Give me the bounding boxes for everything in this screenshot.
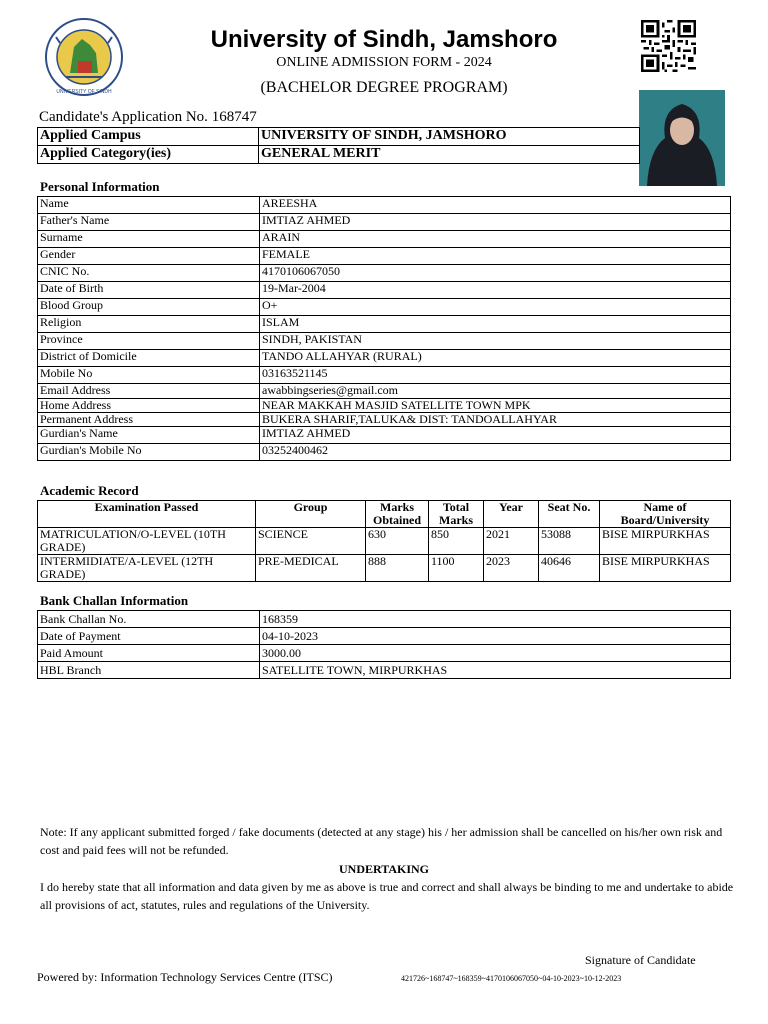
field-value: ISLAM — [260, 316, 731, 333]
academic-record-table — [37, 500, 731, 582]
campus-label: Applied Campus — [38, 128, 259, 146]
table-row — [38, 231, 731, 248]
table-row — [38, 316, 731, 333]
field-label: Name — [38, 197, 260, 214]
table-row — [38, 333, 731, 350]
field-label: Gender — [38, 248, 260, 265]
academic-record-title: Academic Record — [40, 483, 139, 498]
field-value: O+ — [260, 299, 731, 316]
field-value: 168359 — [260, 611, 731, 628]
table-row — [38, 662, 731, 679]
campus-row — [38, 128, 640, 146]
field-value: IMTIAZ AHMED — [260, 214, 731, 231]
field-label: Mobile No — [38, 367, 260, 384]
column-header: Total Marks — [429, 501, 484, 528]
table-row — [38, 413, 731, 427]
qr-code — [641, 20, 696, 72]
table-row — [38, 282, 731, 299]
campus-table — [37, 127, 640, 164]
table-row — [38, 611, 731, 628]
verification-code: 421726~168747~168359~4170106067050~04-10-2023~10-12-2023 — [401, 974, 622, 983]
field-label: Father's Name — [38, 214, 260, 231]
table-row — [38, 645, 731, 662]
field-label: Paid Amount — [38, 645, 260, 662]
cell: 1100 — [429, 555, 484, 582]
column-header: Marks Obtained — [366, 501, 429, 528]
field-value: 19-Mar-2004 — [260, 282, 731, 299]
candidate-photo — [639, 90, 725, 186]
field-label: Religion — [38, 316, 260, 333]
note-text: Note: If any applicant submitted forged / fake documents (detected at any stage) his / her admission shall be cancelled on his/her own risk and cost and paid fees will not be refunded. — [40, 825, 723, 857]
undertaking-text: I do hereby state that all information and data given by me as above is true and correct and shall always be binding to me and undertake to abide all provisions of act, statutes, rules and regulations of the University. — [40, 880, 734, 912]
program-title: (BACHELOR DEGREE PROGRAM) — [260, 79, 508, 96]
undertaking-title: UNDERTAKING — [338, 862, 430, 876]
field-value: awabbingseries@gmail.com — [260, 384, 731, 399]
field-label: Home Address — [38, 399, 260, 413]
form-title: ONLINE ADMISSION FORM - 2024 — [276, 55, 492, 70]
field-value: 03163521145 — [260, 367, 731, 384]
cell: SCIENCE — [256, 528, 366, 555]
campus-value: UNIVERSITY OF SINDH, JAMSHORO — [259, 128, 640, 146]
field-value: NEAR MAKKAH MASJID SATELLITE TOWN MPK — [260, 399, 731, 413]
table-row — [38, 214, 731, 231]
table-row — [38, 367, 731, 384]
category-row — [38, 146, 640, 164]
field-label: Date of Birth — [38, 282, 260, 299]
table-row — [38, 444, 731, 461]
field-value: 3000.00 — [260, 645, 731, 662]
category-value: GENERAL MERIT — [259, 146, 640, 164]
cell: 630 — [366, 528, 429, 555]
cell: MATRICULATION/O-LEVEL (10TH GRADE) — [38, 528, 256, 555]
application-number-value: 168747 — [211, 109, 257, 125]
field-value: ARAIN — [260, 231, 731, 248]
personal-info-title: Personal Information — [40, 179, 160, 194]
field-value: 04-10-2023 — [260, 628, 731, 645]
bank-challan-title: Bank Challan Information — [40, 593, 189, 608]
table-row — [38, 248, 731, 265]
field-value: AREESHA — [260, 197, 731, 214]
column-header: Year — [484, 501, 539, 528]
cell: BISE MIRPURKHAS — [600, 555, 731, 582]
table-row — [38, 384, 731, 399]
logo-text: UNIVERSITY OF SINDH — [56, 89, 112, 95]
table-row — [38, 350, 731, 367]
field-label: Gurdian's Mobile No — [38, 444, 260, 461]
table-row — [38, 555, 731, 582]
cell: 2021 — [484, 528, 539, 555]
field-value: BUKERA SHARIF,TALUKA& DIST: TANDOALLAHYAR — [260, 413, 731, 427]
column-header: Seat No. — [539, 501, 600, 528]
field-label: Email Address — [38, 384, 260, 399]
field-label: Permanent Address — [38, 413, 260, 427]
field-label: Blood Group — [38, 299, 260, 316]
field-value: 03252400462 — [260, 444, 731, 461]
table-row — [38, 197, 731, 214]
column-header: Group — [256, 501, 366, 528]
table-row — [38, 399, 731, 413]
university-title: University of Sindh, Jamshoro — [210, 26, 558, 53]
field-label: Surname — [38, 231, 260, 248]
application-number-label: Candidate's Application No. — [39, 109, 208, 125]
table-row — [38, 299, 731, 316]
cell: 850 — [429, 528, 484, 555]
cell: PRE-MEDICAL — [256, 555, 366, 582]
field-label: HBL Branch — [38, 662, 260, 679]
field-value: SATELLITE TOWN, MIRPURKHAS — [260, 662, 731, 679]
cell: 888 — [366, 555, 429, 582]
field-label: CNIC No. — [38, 265, 260, 282]
field-value: SINDH, PAKISTAN — [260, 333, 731, 350]
field-value: TANDO ALLAHYAR (RURAL) — [260, 350, 731, 367]
cell: INTERMIDIATE/A-LEVEL (12TH GRADE) — [38, 555, 256, 582]
table-row — [38, 528, 731, 555]
cell: 53088 — [539, 528, 600, 555]
field-value: 4170106067050 — [260, 265, 731, 282]
field-value: FEMALE — [260, 248, 731, 265]
table-header-row — [38, 501, 731, 528]
field-label: Gurdian's Name — [38, 427, 260, 444]
powered-by: Powered by: Information Technology Services Centre (ITSC) — [37, 970, 333, 984]
application-number — [39, 109, 257, 126]
column-header: Name of Board/University — [600, 501, 731, 528]
bank-challan-table — [37, 610, 731, 679]
table-row — [38, 628, 731, 645]
table-row — [38, 265, 731, 282]
field-value: IMTIAZ AHMED — [260, 427, 731, 444]
column-header: Examination Passed — [38, 501, 256, 528]
field-label: District of Domicile — [38, 350, 260, 367]
field-label: Date of Payment — [38, 628, 260, 645]
signature-label: Signature of Candidate — [585, 953, 696, 967]
cell: 40646 — [539, 555, 600, 582]
cell: BISE MIRPURKHAS — [600, 528, 731, 555]
table-row — [38, 427, 731, 444]
personal-info-table — [37, 196, 731, 461]
cell: 2023 — [484, 555, 539, 582]
field-label: Bank Challan No. — [38, 611, 260, 628]
category-label: Applied Category(ies) — [38, 146, 259, 164]
field-label: Province — [38, 333, 260, 350]
